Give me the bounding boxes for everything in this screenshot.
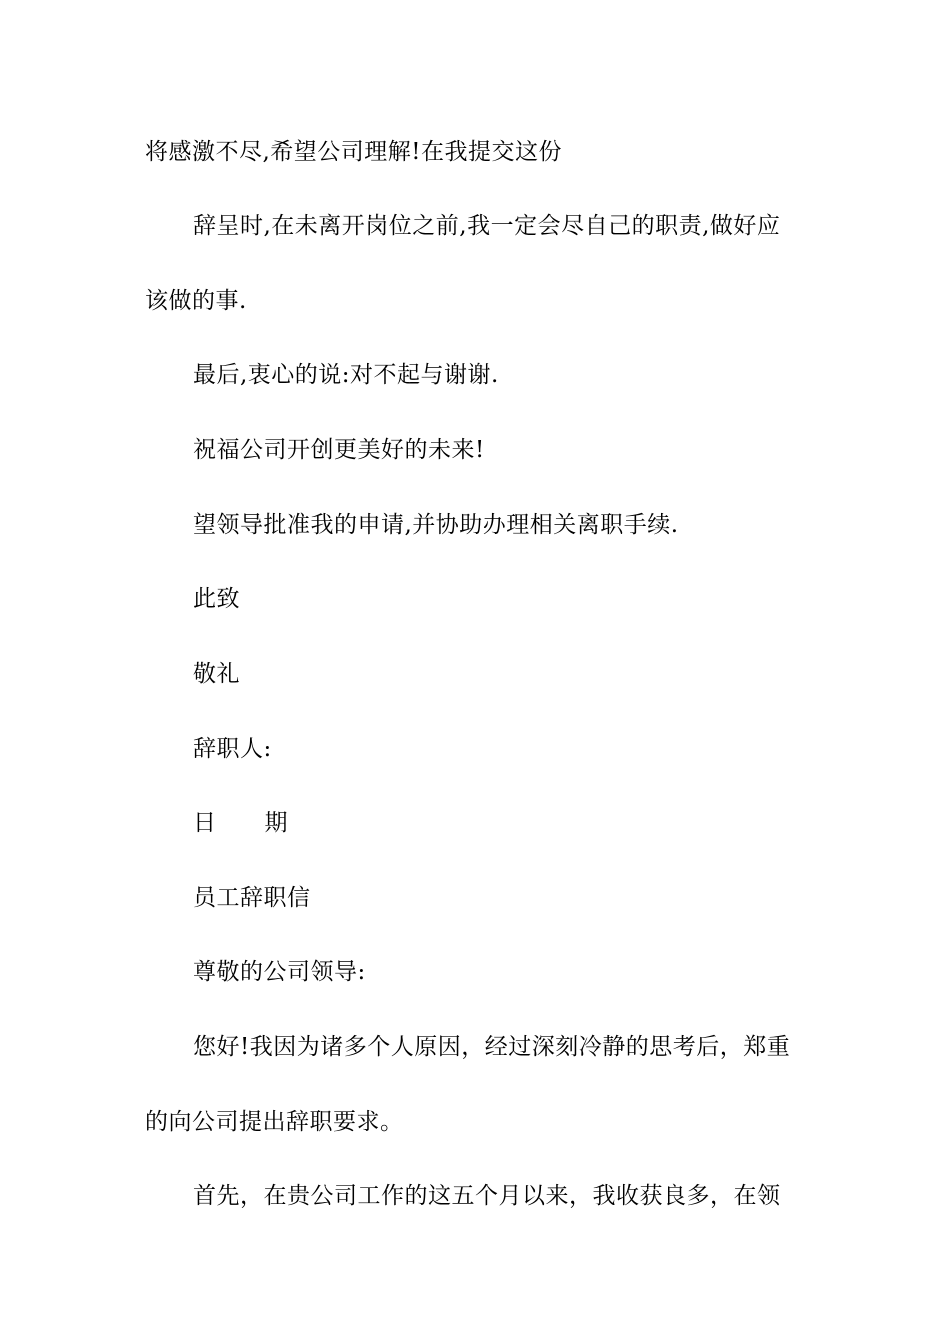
salutation-regards: 敬礼 bbox=[193, 661, 240, 687]
paragraph-line: 祝福公司开创更美好的未来! bbox=[193, 437, 485, 463]
letter-greeting: 尊敬的公司领导: bbox=[193, 959, 366, 985]
paragraph-line: 望领导批准我的申请,并协助办理相关离职手续. bbox=[193, 512, 679, 538]
letter-title: 员工辞职信 bbox=[193, 885, 311, 911]
date-label-second: 期 bbox=[264, 810, 288, 836]
paragraph-line: 最后,衷心的说:对不起与谢谢. bbox=[193, 362, 499, 388]
paragraph-line: 您好!我因为诸多个人原因，经过深刻冷静的思考后，郑重 bbox=[193, 1034, 791, 1060]
paragraph-line: 辞呈时,在未离开岗位之前,我一定会尽自己的职责,做好应 bbox=[193, 213, 781, 239]
paragraph-line: 首先，在贵公司工作的这五个月以来，我收获良多，在领 bbox=[193, 1183, 781, 1209]
closing-phrase: 此致 bbox=[193, 586, 240, 612]
date-label-first: 日 bbox=[193, 810, 217, 836]
resigner-label: 辞职人: bbox=[193, 736, 272, 762]
paragraph-line: 将感激不尽,希望公司理解!在我提交这份 bbox=[145, 139, 563, 165]
paragraph-line: 该做的事. bbox=[145, 288, 247, 314]
date-label bbox=[193, 808, 288, 838]
paragraph-line: 的向公司提出辞职要求。 bbox=[145, 1109, 404, 1135]
